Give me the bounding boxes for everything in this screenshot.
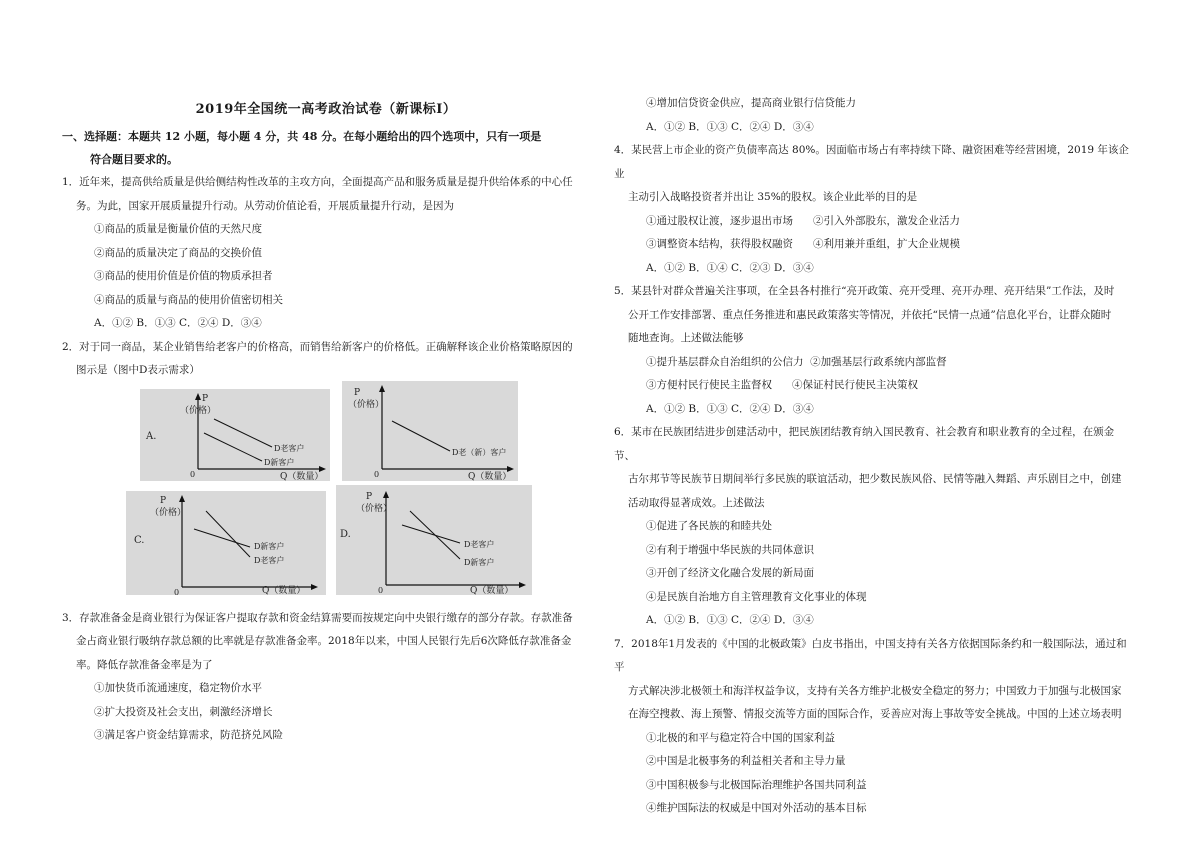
axis-price-label: （价格） <box>348 399 385 410</box>
axis-p-label: P <box>202 393 209 404</box>
curve-label-c1: D新客户 <box>254 541 285 551</box>
page-title: 2019年全国统一高考政治试卷（新课标Ⅰ） <box>195 102 457 117</box>
axis-q-label: Q（数量） <box>280 471 324 481</box>
origin-label: 0 <box>174 587 180 595</box>
curve-label-b: D老（新）客户 <box>452 447 507 457</box>
q6-stem-line1: 6．某市在民族团结进步创建活动中，把民族团结教育纳入国民教育、社会教育和职业教育的全过程，在颁金节、 <box>614 426 1115 462</box>
question-4 <box>614 139 1134 280</box>
graph-b <box>342 381 518 481</box>
q7-option-3: ③中国积极参与北极国际治理维护各国共同利益 <box>646 778 867 791</box>
q2-stem-line1: 2．对于同一商品，某企业销售给老客户的价格高，而销售给新客户的价格低。正确解释该企业价格策略原因的 <box>62 340 573 353</box>
question-5 <box>614 280 1134 421</box>
graph-c <box>126 491 326 595</box>
curve-label-a2: D新客户 <box>264 457 295 467</box>
graph-d <box>336 485 532 595</box>
q4-options-row1: ①通过股权让渡，逐步退出市场 ②引入外部股东，激发企业活力 <box>646 214 961 227</box>
axis-q-label: Q（数量） <box>468 471 512 481</box>
axis-p-label: P <box>160 495 167 506</box>
axis-p-label: P <box>366 491 373 502</box>
question-3 <box>62 607 590 748</box>
right-column <box>614 92 1134 821</box>
q1-stem-line2: 务。为此，国家开展质量提升行动。从劳动价值论看，开展质量提升行动，是因为 <box>76 199 454 212</box>
axis-price-label: （价格） <box>180 405 217 416</box>
question-6 <box>614 421 1134 633</box>
curve-label-a1: D老客户 <box>274 443 305 453</box>
axis-q-label: Q（数量） <box>470 585 514 595</box>
q4-stem-line1: 4．某民营上市企业的资产负债率高达 80%。因面临市场占有率持续下降、融资困难等经营困境，2019 年该企业 <box>614 144 1129 180</box>
q4-answer-choices: A．①② B．①④ C．②③ D．③④ <box>646 261 814 274</box>
q3-option-2: ②扩大投资及社会支出，刺激经济增长 <box>94 705 273 718</box>
section-heading-line2: 符合题目要求的。 <box>90 153 178 166</box>
q3-answer-choices: A．①② B．①③ C．②④ D．③④ <box>646 120 814 133</box>
q7-stem-line2: 方式解决涉北极领土和海洋权益争议，支持有关各方维护北极安全稳定的努力；中国致力于加强与北极国家 <box>628 684 1122 697</box>
q3-stem-line3: 率。降低存款准备金率是为了 <box>76 658 213 671</box>
origin-label: 0 <box>190 469 196 479</box>
q7-option-1: ①北极的和平与稳定符合中国的国家利益 <box>646 731 835 744</box>
q1-option-1: ①商品的质量是衡量价值的天然尺度 <box>94 223 262 235</box>
q7-option-4: ④维护国际法的权威是中国对外活动的基本目标 <box>646 802 867 814</box>
left-column <box>62 92 590 748</box>
q3-option-3: ③满足客户资金结算需求，防范挤兑风险 <box>94 729 283 741</box>
q6-option-3: ③开创了经济文化融合发展的新局面 <box>646 567 814 579</box>
q5-answer-choices: A．①② B．①③ C．②④ D．③④ <box>646 402 814 415</box>
section-heading-line1: 一、选择题：本题共 12 小题，每小题 4 分，共 48 分。在每小题给出的四个选项中，只有一项是 <box>62 130 542 143</box>
axis-price-label: （价格） <box>356 503 393 514</box>
option-a-label: A. <box>146 430 157 442</box>
question-1 <box>62 171 590 336</box>
q1-answer-choices: A．①② B．①③ C．②④ D．③④ <box>94 317 262 329</box>
q5-options-row1: ①提升基层群众自治组织的公信力 ②加强基层行政系统内部监督 <box>646 355 947 368</box>
q1-option-4: ④商品的质量与商品的使用价值密切相关 <box>94 293 283 306</box>
q6-option-4: ④是民族自治地方自主管理教育文化事业的体现 <box>646 590 867 603</box>
origin-label: 0 <box>374 469 380 479</box>
axis-q-label: Q（数量） <box>262 585 306 595</box>
q5-stem-line3: 随地查询。上述做法能够 <box>628 332 744 344</box>
option-d-label: D. <box>340 528 351 540</box>
question-7 <box>614 633 1134 821</box>
question-2 <box>62 336 590 383</box>
q2-stem-line2: 图示是（图中D表示需求） <box>76 364 200 376</box>
q3-option-1: ①加快货币流通速度，稳定物价水平 <box>94 682 262 694</box>
section-heading <box>62 125 590 171</box>
axis-p-label: P <box>354 387 361 398</box>
q3-stem-line1: 3．存款准备金是商业银行为保证客户提取存款和资金结算需要而按规定向中央银行缴存的部分存款。存款准备 <box>62 611 573 624</box>
q7-stem-line1: 7．2018年1月发表的《中国的北极政策》白皮书指出，中国支持有关各方依据国际条约和一般国际法，通过和平 <box>614 637 1127 673</box>
q5-options-row2: ③方便村民行使民主监督权 ④保证村民行使民主决策权 <box>646 379 919 391</box>
q6-answer-choices: A．①② B．①③ C．②④ D．③④ <box>646 614 814 626</box>
q5-stem-line2: 公开工作安排部署、重点任务推进和惠民政策落实等情况，并依托“民情一点通”信息化平台，让群众随时 <box>628 308 1112 321</box>
q1-option-3: ③商品的使用价值是价值的物质承担者 <box>94 270 273 282</box>
q3-option-4: ④增加信贷资金供应，提高商业银行信贷能力 <box>646 97 856 109</box>
q7-option-2: ②中国是北极事务的利益相关者和主导力量 <box>646 755 846 767</box>
q1-option-2: ②商品的质量决定了商品的交换价值 <box>94 246 262 259</box>
q5-stem-line1: 5．某县针对群众普遍关注事项，在全县各村推行“亮开政策、亮开受理、亮开办理、亮开结果”工作法，及时 <box>614 285 1115 297</box>
q2-graphs <box>62 385 590 603</box>
q6-option-2: ②有利于增强中华民族的共同体意识 <box>646 543 814 556</box>
curve-label-c2: D老客户 <box>254 555 285 565</box>
q4-options-row2: ③调整资本结构，获得股权融资 ④利用兼并重组，扩大企业规模 <box>646 238 961 250</box>
q6-option-1: ①促进了各民族的和睦共处 <box>646 520 772 532</box>
origin-label: 0 <box>378 585 384 595</box>
q6-stem-line2: 古尔邦节等民族节日期间举行多民族的联谊活动，把少数民族风俗、民情等融入舞蹈、声乐剧目之中，创建 <box>628 473 1122 485</box>
option-c-label: C. <box>134 534 145 546</box>
q1-stem-line1: 1．近年来，提高供给质量是供给侧结构性改革的主攻方向，全面提高产品和服务质量是提升供给体系的中心任 <box>62 176 573 188</box>
curve-label-d2: D新客户 <box>464 557 495 567</box>
q4-stem-line2: 主动引入战略投资者并出让 35%的股权。该企业此举的目的是 <box>628 191 918 203</box>
q7-stem-line3: 在海空搜救、海上预警、情报交流等方面的国际合作，妥善应对海上事故等安全挑战。中国的上述立场表明 <box>628 708 1122 720</box>
q3-stem-line2: 金占商业银行吸纳存款总额的比率就是存款准备金率。2018年以来，中国人民银行先后6次降低存款准备金 <box>76 635 572 647</box>
axis-price-label: （价格） <box>150 507 187 518</box>
q6-stem-line3: 活动取得显著成效。上述做法 <box>628 496 765 509</box>
curve-label-d1: D老客户 <box>464 539 495 549</box>
graph-a <box>140 389 330 481</box>
